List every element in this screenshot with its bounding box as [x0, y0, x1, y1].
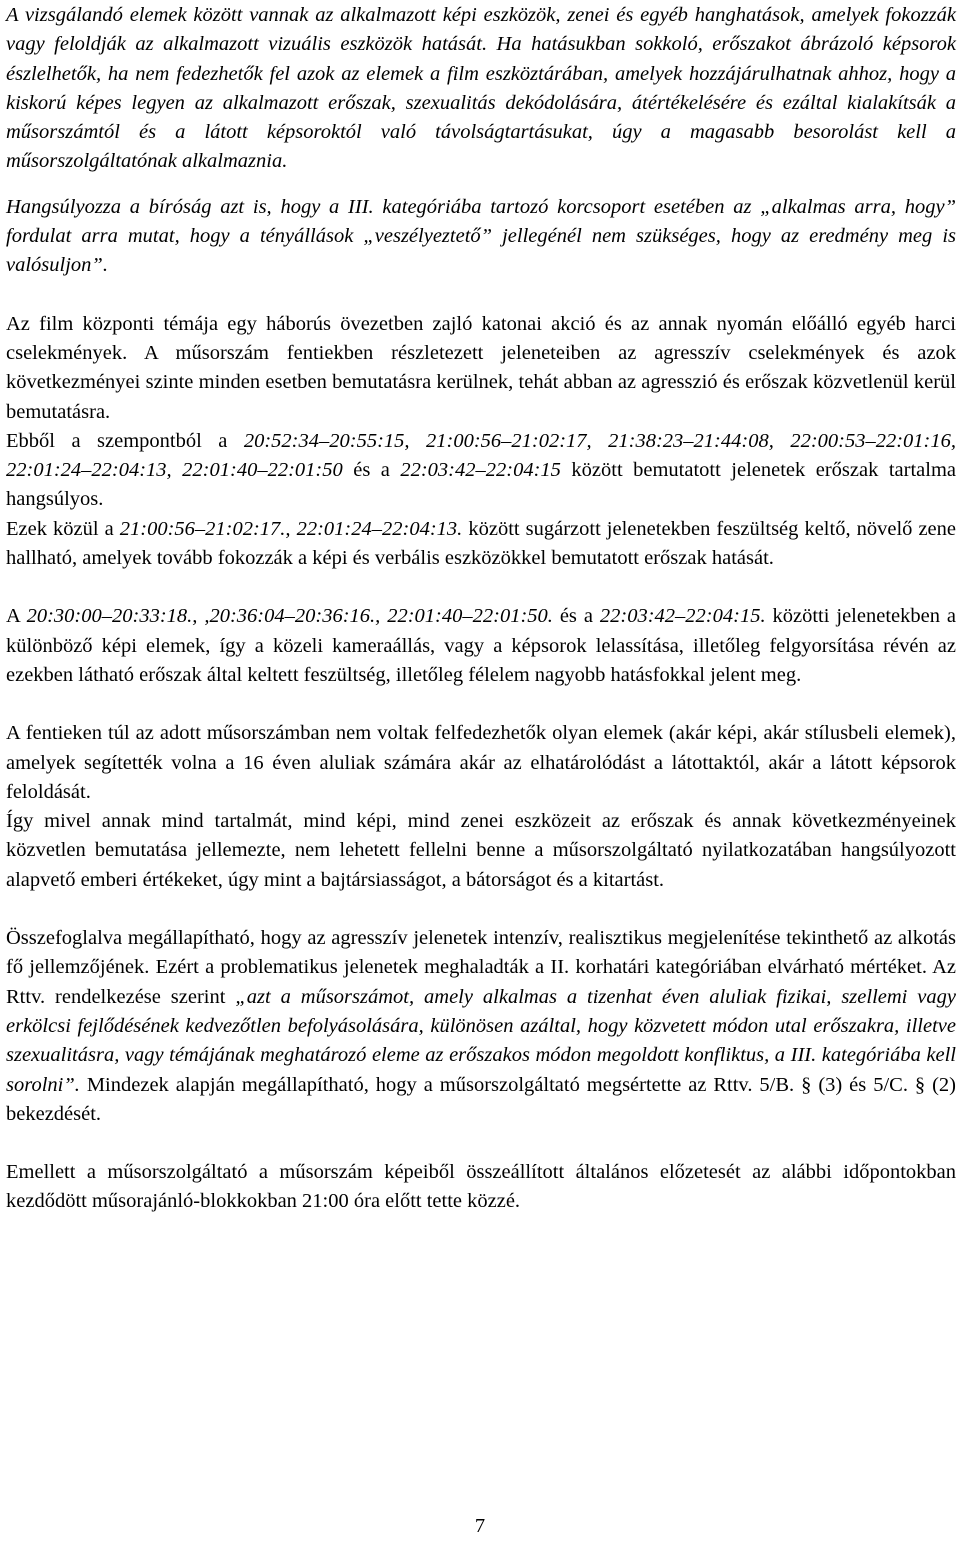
paragraph-9-text-b: Mindezek alapján megállapítható, hogy a műsorszolgáltató megsértette az Rttv. 5/B. § (3) és 5/C. § (2) bekezdését.	[6, 1073, 956, 1125]
paragraph-6-text-a: A	[6, 605, 27, 628]
paragraph-4	[6, 427, 956, 515]
paragraph-4-text-a: Ebből a szempontból a	[6, 429, 244, 452]
paragraph-8-text: Így mivel annak mind tartalmát, mind képi, mind zenei eszközeit az erőszak és annak következményeinek közvetlen bemutatása jellemezte, nem lehetett fellelni benne a műsorszolgáltató nyilatkozatában hangsúlyozott alapvető emberi értékeket, úgy mint a bajtársiasságot, a bátorságot és a kitartást.	[6, 810, 956, 891]
paragraph-9-quote: „azt a műsorszámot, amely alkalmas a tizenhat éven aluliak fizikai, szellemi vagy erkölcsi fejlődésének kedvezőtlen befolyásolására, különösen azáltal, hogy közvetett módon utal erőszakra, illetve szexualitásra, vagy témájának meghatározó eleme az erőszakos módon megoldott konfliktus, a III. kategóriába kell sorolni”.	[6, 985, 956, 1096]
paragraph-2-text: Hangsúlyozza a bíróság azt is, hogy a III. kategóriába tartozó korcsoport esetében az „alkalmas arra, hogy” fordulat arra mutat, hogy a tényállások „veszélyeztető” jellegénél nem szükséges, hogy az eredmény meg is valósuljon”.	[6, 195, 956, 277]
page-number: 7	[474, 1515, 486, 1537]
paragraph-5	[6, 515, 956, 574]
paragraph-4-text-b: és a	[342, 459, 401, 482]
paragraph-4-timecode-last: 22:03:42–22:04:15	[400, 459, 561, 482]
paragraph-9	[6, 924, 956, 1129]
paragraph-10-text: Emellett a műsorszolgáltató a műsorszám képeiből összeállított általános előzetesét az alábbi időpontokban kezdődött műsorajánló-blokkokban 21:00 óra előtt tette közzé.	[6, 1161, 956, 1213]
paragraph-3	[6, 310, 956, 427]
paragraph-10	[6, 1158, 956, 1217]
paragraph-4-text-c: között bemutatott jelenetek erőszak tartalma hangsúlyos.	[6, 459, 956, 511]
paragraph-7	[6, 719, 956, 807]
paragraph-8	[6, 807, 956, 895]
paragraph-6-timecode-last: 22:03:42–22:04:15.	[599, 605, 766, 628]
paragraph-6-text-b: és a	[552, 605, 600, 628]
paragraph-4-timecodes: 20:52:34–20:55:15, 21:00:56–21:02:17, 21:38:23–21:44:08, 22:00:53–22:01:16, 22:01:24–22:04:13, 22:01:40–22:01:50	[6, 429, 956, 482]
paragraph-5-text-a: Ezek közül a	[6, 517, 120, 540]
paragraph-5-timecodes: 21:00:56–21:02:17., 22:01:24–22:04:13.	[119, 517, 463, 540]
paragraph-5-text-b: között sugárzott jelenetekben feszültség keltő, növelő zene hallható, amelyek tovább fokozzák a képi és verbális eszközökkel bemutatott erőszak hatását.	[6, 517, 956, 570]
paragraph-6-text-c: közötti jelenetekben a különböző képi elemek, így a közeli kameraállás, vagy a képsorok lelassítása, illetőleg felgyorsítása révén az ezekben látható erőszak által keltett feszültség, illetőleg félelem nagyobb hatásfokkal jelent meg.	[6, 605, 956, 686]
paragraph-2	[6, 193, 956, 281]
document-page	[6, 0, 956, 1217]
paragraph-1-text: A vizsgálandó elemek között vannak az alkalmazott képi eszközök, zenei és egyéb hanghatások, amelyek fokozzák vagy feloldják az alkalmazott vizuális eszközök hatását. Ha hatásukban sokkoló, erőszakot ábrázoló képsorok észlelhetők, ha nem fedezhetők fel azok az elemek a film eszköztárában, amelyek hozzájárulhatnak ahhoz, hogy a kiskorú képes legyen az alkalmazott erőszak, szexualitás dekódolására, átértékelésére és ezáltal kialakítsák a műsorszámtól és a látott képsoroktól való távolságtartásukat, úgy a magasabb besorolást kell a műsorszolgáltatónak alkalmaznia.	[6, 4, 956, 173]
paragraph-7-text: A fentieken túl az adott műsorszámban nem voltak felfedezhetők olyan elemek (akár képi, akár stílusbeli elemek), amelyek segítették volna a 16 éven aluliak számára akár az elhatárolódást a látottaktól, akár a látott képsorok feloldását.	[6, 722, 956, 803]
paragraph-3-text: Az film központi témája egy háborús övezetben zajló katonai akció és az annak nyomán előálló egyéb harci cselekmények. A műsorszám fentiekben részletezett jeleneteiben az agresszív cselekmények és azok következményei szinte minden esetben bemutatásra kerülnek, tehát abban az agresszió és erőszak közvetlenül kerül bemutatásra.	[6, 312, 956, 423]
paragraph-6	[6, 602, 956, 690]
paragraph-6-timecodes: 20:30:00–20:33:18., ,20:36:04–20:36:16., 22:01:40–22:01:50.	[26, 605, 553, 628]
paragraph-1	[6, 1, 956, 177]
paragraph-9-text-a: Összefoglalva megállapítható, hogy az agresszív jelenetek intenzív, realisztikus megjelenítése tekinthető az alkotás fő jellemzőjének. Ezért a problematikus jelenetek meghaladták a II. korhatári kategóriában elvárható mértéket. Az Rttv. rendelkezése szerint	[6, 927, 956, 1008]
